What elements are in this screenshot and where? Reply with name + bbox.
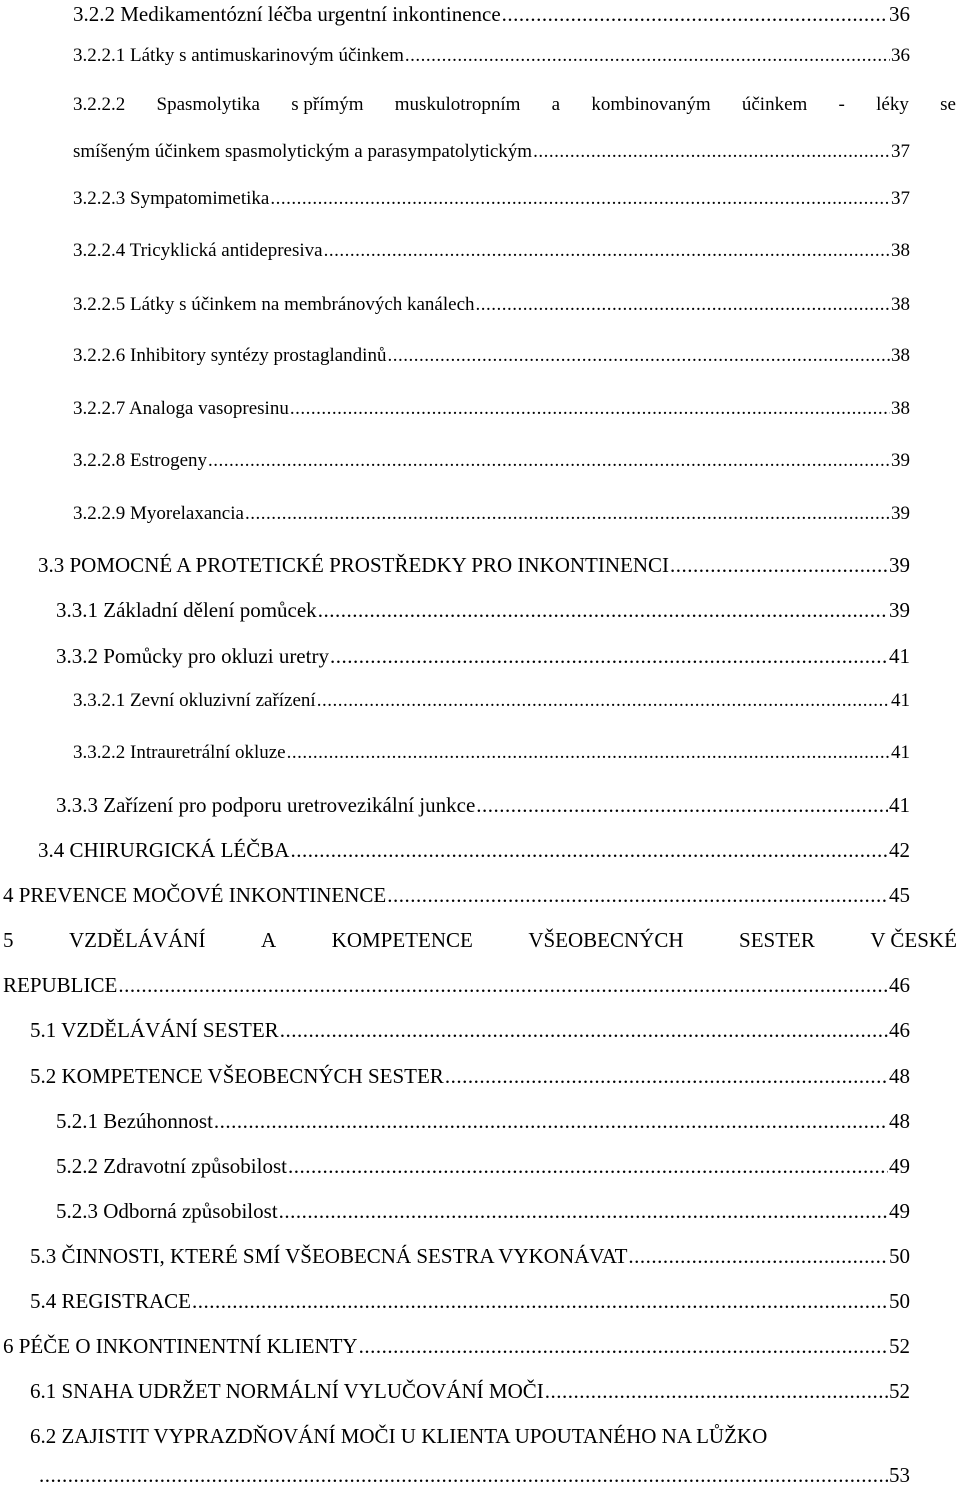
dot-leader — [359, 1334, 888, 1359]
toc-word: - — [838, 94, 845, 115]
toc-entry-title: 4 PREVENCE MOČOVÉ INKONTINENCE — [3, 883, 387, 907]
toc-entry-page: 50 — [889, 1244, 910, 1268]
toc-entry-page: 38 — [891, 398, 910, 419]
dot-leader — [502, 2, 888, 27]
toc-entry-6-2-line2[interactable] — [38, 1463, 910, 1488]
toc-entry-page: 50 — [889, 1289, 910, 1313]
toc-entry-page: 37 — [891, 188, 910, 209]
toc-entry-title: 5.2.1 Bezúhonnost — [56, 1109, 213, 1133]
dot-leader — [317, 690, 890, 712]
toc-entry-page: 39 — [891, 503, 910, 524]
toc-word: kombinovaným — [591, 94, 711, 115]
toc-entry-3-2-2-9[interactable] — [73, 503, 910, 525]
toc-entry-title: 6.2 ZAJISTIT VYPRAZDŇOVÁNÍ MOČI U KLIENTA UPOUTANÉHO NA LŮŽKO — [30, 1424, 768, 1448]
toc-word: V ČESKÉ — [870, 928, 957, 952]
toc-entry-page: 53 — [889, 1463, 910, 1487]
toc-entry-6[interactable] — [3, 1334, 910, 1359]
toc-entry-title: 3.3.2 Pomůcky pro okluzi uretry — [56, 644, 329, 668]
toc-entry-page: 39 — [889, 598, 910, 622]
dot-leader — [330, 644, 888, 669]
toc-entry-3-2-2-2-line1[interactable] — [73, 94, 956, 116]
toc-entry-page: 38 — [891, 345, 910, 366]
toc-entry-3-3-2-2[interactable] — [73, 742, 910, 764]
toc-entry-title: 3.3.3 Zařízení pro podporu uretrovezikální junkce — [56, 793, 476, 817]
toc-entry-title: 3.2.2.8 Estrogeny — [73, 450, 208, 471]
toc-word: Spasmolytika — [156, 94, 260, 115]
toc-word: VZDĚLÁVÁNÍ — [69, 928, 206, 952]
dot-leader — [208, 450, 890, 472]
toc-entry-page: 37 — [891, 141, 910, 162]
toc-entry-5-2-1[interactable] — [56, 1109, 910, 1134]
toc-entry-page: 39 — [891, 450, 910, 471]
dot-leader — [192, 1289, 888, 1314]
toc-entry-page: 46 — [889, 973, 910, 997]
toc-entry-page: 38 — [891, 294, 910, 315]
toc-entry-title: 3.2.2.3 Sympatomimetika — [73, 188, 270, 209]
toc-entry-page: 45 — [889, 883, 910, 907]
toc-entry-title: 3.2.2.6 Inhibitory syntézy prostaglandinů — [73, 345, 387, 366]
dot-leader — [290, 398, 890, 420]
toc-word: 5 — [3, 928, 14, 952]
toc-entry-5-2-3[interactable] — [56, 1199, 910, 1224]
toc-entry-5-line2[interactable] — [3, 973, 910, 998]
toc-entry-3-3-1[interactable] — [56, 598, 910, 623]
toc-entry-3-2-2-3[interactable] — [73, 188, 910, 210]
toc-entry-title: 5.4 REGISTRACE — [30, 1289, 192, 1313]
dot-leader — [280, 1018, 888, 1043]
dot-leader — [245, 503, 890, 525]
toc-entry-3-2-2-6[interactable] — [73, 345, 910, 367]
toc-word: muskulotropním — [394, 94, 521, 115]
toc-entry-3-2-2-2-line2[interactable] — [73, 141, 910, 163]
toc-entry-5-4[interactable] — [30, 1289, 910, 1314]
toc-entry-title: 5.1 VZDĚLÁVÁNÍ SESTER — [30, 1018, 279, 1042]
toc-entry-3-2-2-7[interactable] — [73, 398, 910, 420]
dot-leader — [387, 883, 888, 908]
toc-entry-page: 38 — [891, 240, 910, 261]
toc-entry-title: smíšeným účinkem spasmolytickým a parasympatolytickým — [73, 141, 533, 162]
toc-entry-3-3-2[interactable] — [56, 644, 910, 669]
dot-leader — [270, 188, 890, 210]
toc-entry-page: 36 — [889, 2, 910, 26]
dot-leader — [545, 1379, 888, 1404]
dot-leader — [628, 1244, 888, 1269]
toc-entry-page: 42 — [889, 838, 910, 862]
toc-entry-page: 36 — [891, 45, 910, 66]
dot-leader — [445, 1064, 888, 1089]
toc-entry-title: 3.3.2.2 Intrauretrální okluze — [73, 742, 286, 763]
toc-entry-page: 41 — [889, 644, 910, 668]
toc-word: VŠEOBECNÝCH — [528, 928, 684, 952]
toc-word: se — [940, 94, 956, 115]
toc-entry-3-3[interactable] — [38, 553, 910, 578]
toc-entry-3-3-2-1[interactable] — [73, 690, 910, 712]
toc-entry-3-2-2[interactable] — [73, 2, 910, 27]
dot-leader — [318, 598, 888, 623]
toc-entry-page: 41 — [889, 793, 910, 817]
toc-entry-page: 39 — [889, 553, 910, 577]
toc-entry-title: 3.2.2.7 Analoga vasopresinu — [73, 398, 289, 419]
toc-entry-5-1[interactable] — [30, 1018, 910, 1043]
toc-entry-title: 3.2.2.1 Látky s antimuskarinovým účinkem — [73, 45, 404, 66]
toc-entry-title: 3.3.1 Základní dělení pomůcek — [56, 598, 317, 622]
toc-entry-title: 3.3.2.1 Zevní okluzivní zařízení — [73, 690, 316, 711]
toc-word: s přímým — [291, 94, 364, 115]
toc-entry-page: 52 — [889, 1379, 910, 1403]
dot-leader — [287, 742, 890, 764]
dot-leader — [387, 345, 890, 367]
toc-word: KOMPETENCE — [331, 928, 473, 952]
toc-entry-page: 52 — [889, 1334, 910, 1358]
dot-leader — [476, 294, 890, 316]
toc-entry-title: 6 PÉČE O INKONTINENTNÍ KLIENTY — [3, 1334, 358, 1358]
toc-entry-title: 3.2.2.4 Tricyklická antidepresiva — [73, 240, 323, 261]
dot-leader — [405, 45, 890, 67]
toc-word: 3.2.2.2 — [73, 94, 126, 115]
dot-leader — [533, 141, 890, 163]
toc-entry-title: 6.1 SNAHA UDRŽET NORMÁLNÍ VYLUČOVÁNÍ MOČI — [30, 1379, 544, 1403]
toc-word: léky — [876, 94, 909, 115]
toc-entry-4[interactable] — [3, 883, 910, 908]
toc-entry-3-2-2-1[interactable] — [73, 45, 910, 67]
toc-entry-page: 41 — [891, 690, 910, 711]
toc-entry-title: 3.3 POMOCNÉ A PROTETICKÉ PROSTŘEDKY PRO INKONTINENCI — [38, 553, 670, 577]
toc-entry-page: 48 — [889, 1064, 910, 1088]
dot-leader — [288, 1154, 888, 1179]
toc-entry-3-4[interactable] — [38, 838, 910, 863]
toc-entry-5-2[interactable] — [30, 1064, 910, 1089]
toc-word: účinkem — [741, 94, 808, 115]
toc-entry-6-1[interactable] — [30, 1379, 910, 1404]
toc-entry-page: 46 — [889, 1018, 910, 1042]
toc-word: a — [551, 94, 561, 115]
toc-entry-page: 48 — [889, 1109, 910, 1133]
toc-entry-page: 49 — [889, 1154, 910, 1178]
toc-entry-5-line1[interactable] — [3, 928, 957, 953]
toc-entry-5-3[interactable] — [30, 1244, 910, 1269]
toc-entry-page: 49 — [889, 1199, 910, 1223]
dot-leader — [290, 838, 888, 863]
toc-entry-3-2-2-4[interactable] — [73, 240, 910, 262]
toc-entry-title: 5.2.3 Odborná způsobilost — [56, 1199, 278, 1223]
dot-leader — [476, 793, 888, 818]
toc-entry-title: 5.2.2 Zdravotní způsobilost — [56, 1154, 287, 1178]
toc-entry-3-2-2-5[interactable] — [73, 294, 910, 316]
toc-entry-title: 5.3 ČINNOSTI, KTERÉ SMÍ VŠEOBECNÁ SESTRA VYKONÁVAT — [30, 1244, 628, 1268]
toc-entry-title: REPUBLICE — [3, 973, 118, 997]
toc-entry-title: 3.4 CHIRURGICKÁ LÉČBA — [38, 838, 290, 862]
dot-leader — [279, 1199, 888, 1224]
toc-entry-3-2-2-8[interactable] — [73, 450, 910, 472]
dot-leader — [324, 240, 890, 262]
dot-leader — [39, 1463, 888, 1488]
toc-entry-title: 5.2 KOMPETENCE VŠEOBECNÝCH SESTER — [30, 1064, 444, 1088]
toc-entry-3-3-3[interactable] — [56, 793, 910, 818]
toc-entry-title: 3.2.2.9 Myorelaxancia — [73, 503, 244, 524]
toc-entry-page: 41 — [891, 742, 910, 763]
toc-entry-6-2-line1[interactable] — [30, 1424, 956, 1449]
toc-entry-title: 3.2.2.5 Látky s účinkem na membránových kanálech — [73, 294, 475, 315]
toc-entry-title: 3.2.2 Medikamentózní léčba urgentní inkontinence — [73, 2, 501, 26]
toc-word: A — [260, 928, 277, 952]
dot-leader — [214, 1109, 888, 1134]
toc-word: SESTER — [739, 928, 815, 952]
dot-leader — [670, 553, 888, 578]
dot-leader — [118, 973, 888, 998]
toc-entry-5-2-2[interactable] — [56, 1154, 910, 1179]
